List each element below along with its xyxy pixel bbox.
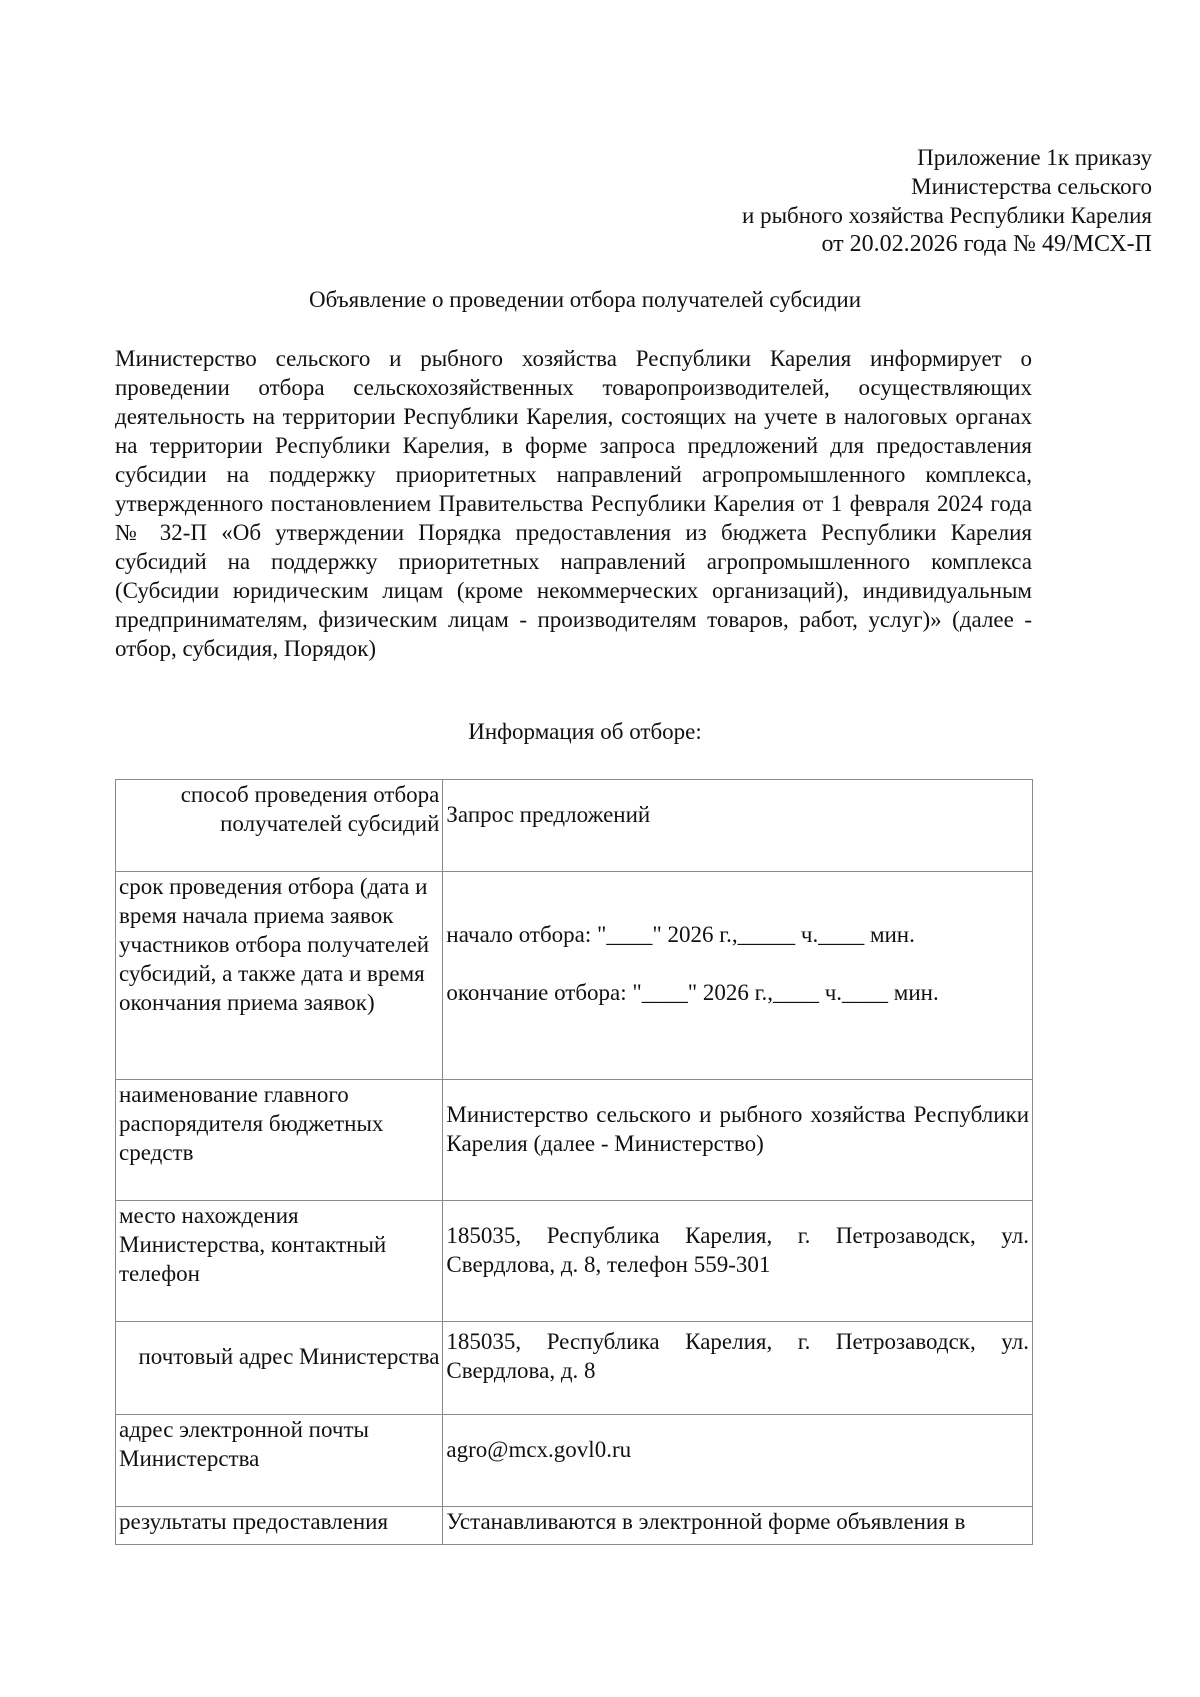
row-value-location: 185035, Республика Карелия, г. Петрозаводск, ул. Свердлова, д. 8, телефон 559-301 — [443, 1201, 1033, 1322]
appendix-line-4: от 20.02.2026 года № 49/МСХ-П — [821, 231, 1152, 257]
appendix-line-2: Министерства сельского — [911, 174, 1152, 199]
row-value-administrator: Министерство сельского и рыбного хозяйства Республики Карелия (далее - Министерство) — [443, 1080, 1033, 1201]
row-label-location: место нахождения Министерства, контактный телефон — [116, 1201, 443, 1322]
document-title: Объявление о проведении отбора получателей субсидии — [308, 287, 862, 312]
row-label-administrator: наименование главного распорядителя бюджетных средств — [116, 1080, 443, 1201]
table-row — [116, 780, 1033, 872]
table-row — [116, 1201, 1033, 1322]
appendix-line-3: и рыбного хозяйства Республики Карелия — [742, 203, 1152, 228]
table-row — [116, 872, 1033, 1080]
row-label-period: срок проведения отбора (дата и время начала приема заявок участников отбора получателей субсидий, а также дата и время окончания приема заявок) — [116, 872, 443, 1080]
appendix-header — [742, 143, 1152, 259]
row-value-period — [443, 872, 1033, 1080]
appendix-line-1: Приложение 1к приказу — [917, 145, 1152, 170]
row-value-method: Запрос предложений — [443, 780, 1033, 872]
row-label-email: адрес электронной почты Министерства — [116, 1415, 443, 1507]
row-value-email: agro@mcx.govl0.ru — [443, 1415, 1033, 1507]
selection-end: окончание отбора: "____" 2026 г.,____ ч.____ мин. — [446, 980, 939, 1005]
table-row — [116, 1322, 1033, 1415]
intro-paragraph: Министерство сельского и рыбного хозяйства Республики Карелия информирует о проведении отбора сельскохозяйственных товаропроизводителей, осуществляющих деятельность на территории Республики Карелия, состоящих на учете в налоговых органах на территории Республики Карелия, в форме запроса предложений для предоставления субсидии на поддержку приоритетных направлений агропромышленного комплекса, утвержденного постановлением Правительства Республики Карелия от 1 февраля 2024 года № 32-П «Об утверждении Порядка предоставления из бюджета Республики Карелия субсидий на поддержку приоритетных направлений агропромышленного комплекса (Субсидии юридическим лицам (кроме некоммерческих организаций), индивидуальным предпринимателям, физическим лицам - производителям товаров, работ, услуг)» (далее - отбор, субсидия, Порядок) — [115, 346, 1032, 661]
section-subtitle: Информация об отборе: — [468, 719, 702, 744]
row-value-results: Устанавливаются в электронной форме объявления в — [443, 1507, 1033, 1545]
table-row — [116, 1507, 1033, 1545]
row-label-method: способ проведения отбора получателей субсидий — [116, 780, 443, 872]
table-row — [116, 1080, 1033, 1201]
selection-info-table — [115, 779, 1033, 1545]
selection-start: начало отбора: "____" 2026 г.,_____ ч.____ мин. — [446, 922, 915, 947]
row-label-results: результаты предоставления — [116, 1507, 443, 1545]
table-row — [116, 1415, 1033, 1507]
row-value-postal-address: 185035, Республика Карелия, г. Петрозаводск, ул. Свердлова, д. 8 — [443, 1322, 1033, 1415]
row-label-postal-address: почтовый адрес Министерства — [116, 1322, 443, 1415]
